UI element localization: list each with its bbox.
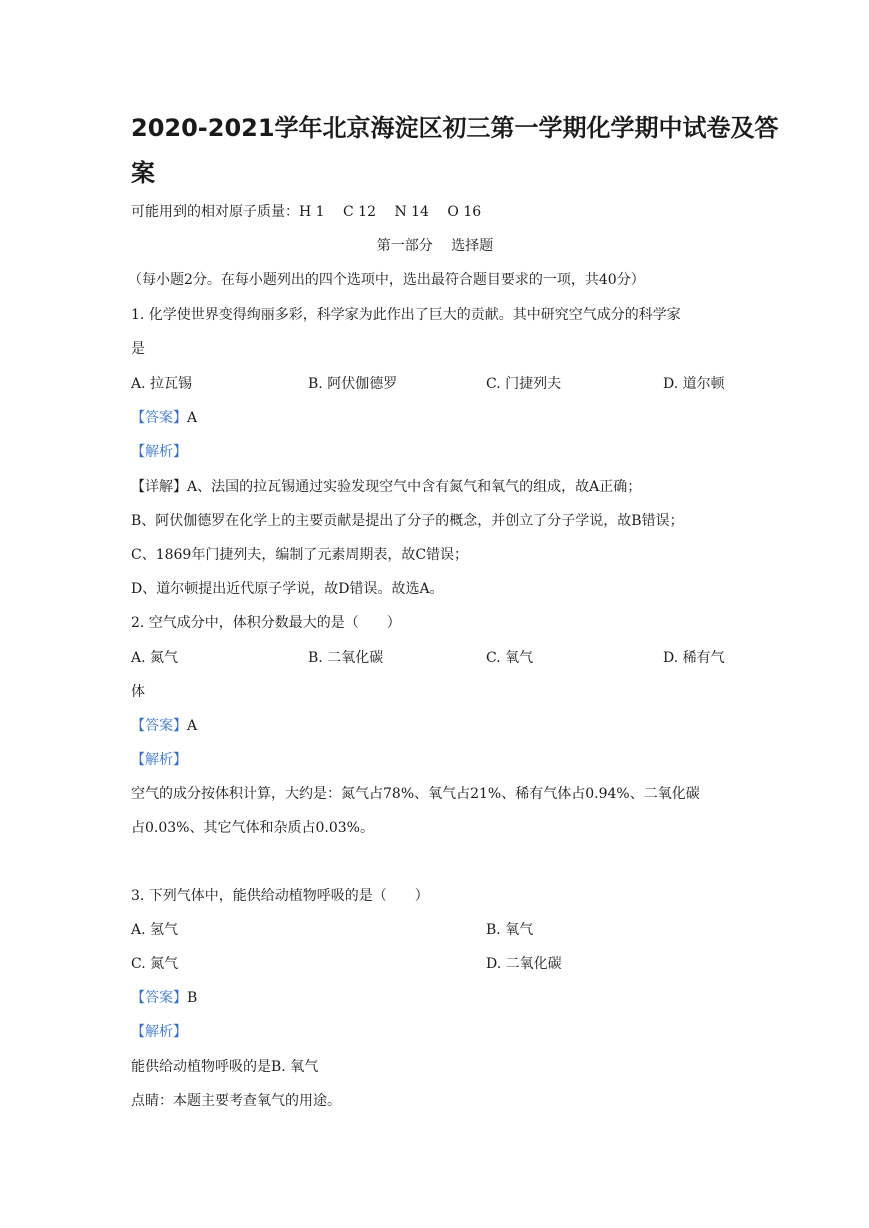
question-2-option-c: C. 氧气 (486, 650, 534, 666)
question-1-detail-line-3: C、1869年门捷列夫，编制了元素周期表，故C错误； (131, 547, 469, 563)
question-3-stem: 3. 下列气体中，能供给动植物呼吸的是（ ） (131, 888, 429, 904)
answer-label: 【答案】 (131, 718, 187, 734)
answer-value: A (187, 718, 198, 734)
section-instructions: （每小题2分。在每小题列出的四个选项中，选出最符合题目要求的一项，共40分） (128, 272, 645, 288)
document-title-continued: 案 (131, 159, 155, 187)
question-3-analysis-line-1: 能供给动植物呼吸的是B. 氧气 (131, 1059, 319, 1075)
answer-value: B (187, 990, 198, 1006)
question-3-analysis-label: 【解析】 (131, 1024, 187, 1040)
section-title: 第一部分 选择题 (376, 238, 494, 254)
question-1-stem: 1. 化学使世界变得绚丽多彩，科学家为此作出了巨大的贡献。其中研究空气成分的科学家 (131, 307, 681, 323)
answer-label: 【答案】 (131, 990, 187, 1006)
question-3-answer (131, 988, 197, 1008)
question-3-option-d: D. 二氧化碳 (486, 956, 562, 972)
question-1-detail-line-4: D、道尔顿提出近代原子学说，故D错误。故选A。 (131, 581, 444, 597)
question-2-option-a: A. 氮气 (131, 650, 179, 666)
detail-text: A、法国的拉瓦锡通过实验发现空气中含有氮气和氧气的组成，故A正确； (187, 479, 642, 495)
question-1-option-c: C. 门捷列夫 (486, 376, 562, 392)
question-2-stem: 2. 空气成分中，体积分数最大的是（ ） (131, 615, 401, 631)
question-1-option-a: A. 拉瓦锡 (131, 376, 193, 392)
question-2-analysis-label: 【解析】 (131, 752, 187, 768)
answer-value: A (187, 410, 198, 426)
question-2-option-d: D. 稀有气 (663, 650, 725, 666)
detail-label: 【详解】 (131, 479, 187, 495)
question-2-analysis-line-1: 空气的成分按体积计算，大约是：氮气占78%、氧气占21%、稀有气体占0.94%、二氧化碳 (131, 786, 700, 802)
question-3-option-c: C. 氮气 (131, 956, 179, 972)
answer-label: 【答案】 (131, 410, 187, 426)
question-2-analysis-line-2: 占0.03%、其它气体和杂质占0.03%。 (131, 820, 374, 836)
question-1-detail-line-2: B、阿伏伽德罗在化学上的主要贡献是提出了分子的概念，并创立了分子学说，故B错误； (131, 513, 684, 529)
question-3-option-b: B. 氧气 (486, 922, 534, 938)
question-1-detail-line-1 (131, 477, 641, 497)
question-1-answer (131, 408, 197, 428)
question-2-option-b: B. 二氧化碳 (308, 650, 384, 666)
atomic-mass-note: 可能用到的相对原子质量：H 1 C 12 N 14 O 16 (131, 204, 482, 220)
question-1-option-b: B. 阿伏伽德罗 (308, 376, 398, 392)
document-title: 2020-2021学年北京海淀区初三第一学期化学期中试卷及答 (131, 114, 779, 142)
question-3-comment: 点睛：本题主要考查氧气的用途。 (131, 1093, 341, 1109)
question-3-option-a: A. 氢气 (131, 922, 179, 938)
question-1-stem-wrap: 是 (131, 341, 145, 357)
question-2-answer (131, 716, 197, 736)
question-2-option-wrap: 体 (131, 684, 145, 700)
question-1-option-d: D. 道尔顿 (663, 376, 725, 392)
question-1-analysis-label: 【解析】 (131, 444, 187, 460)
